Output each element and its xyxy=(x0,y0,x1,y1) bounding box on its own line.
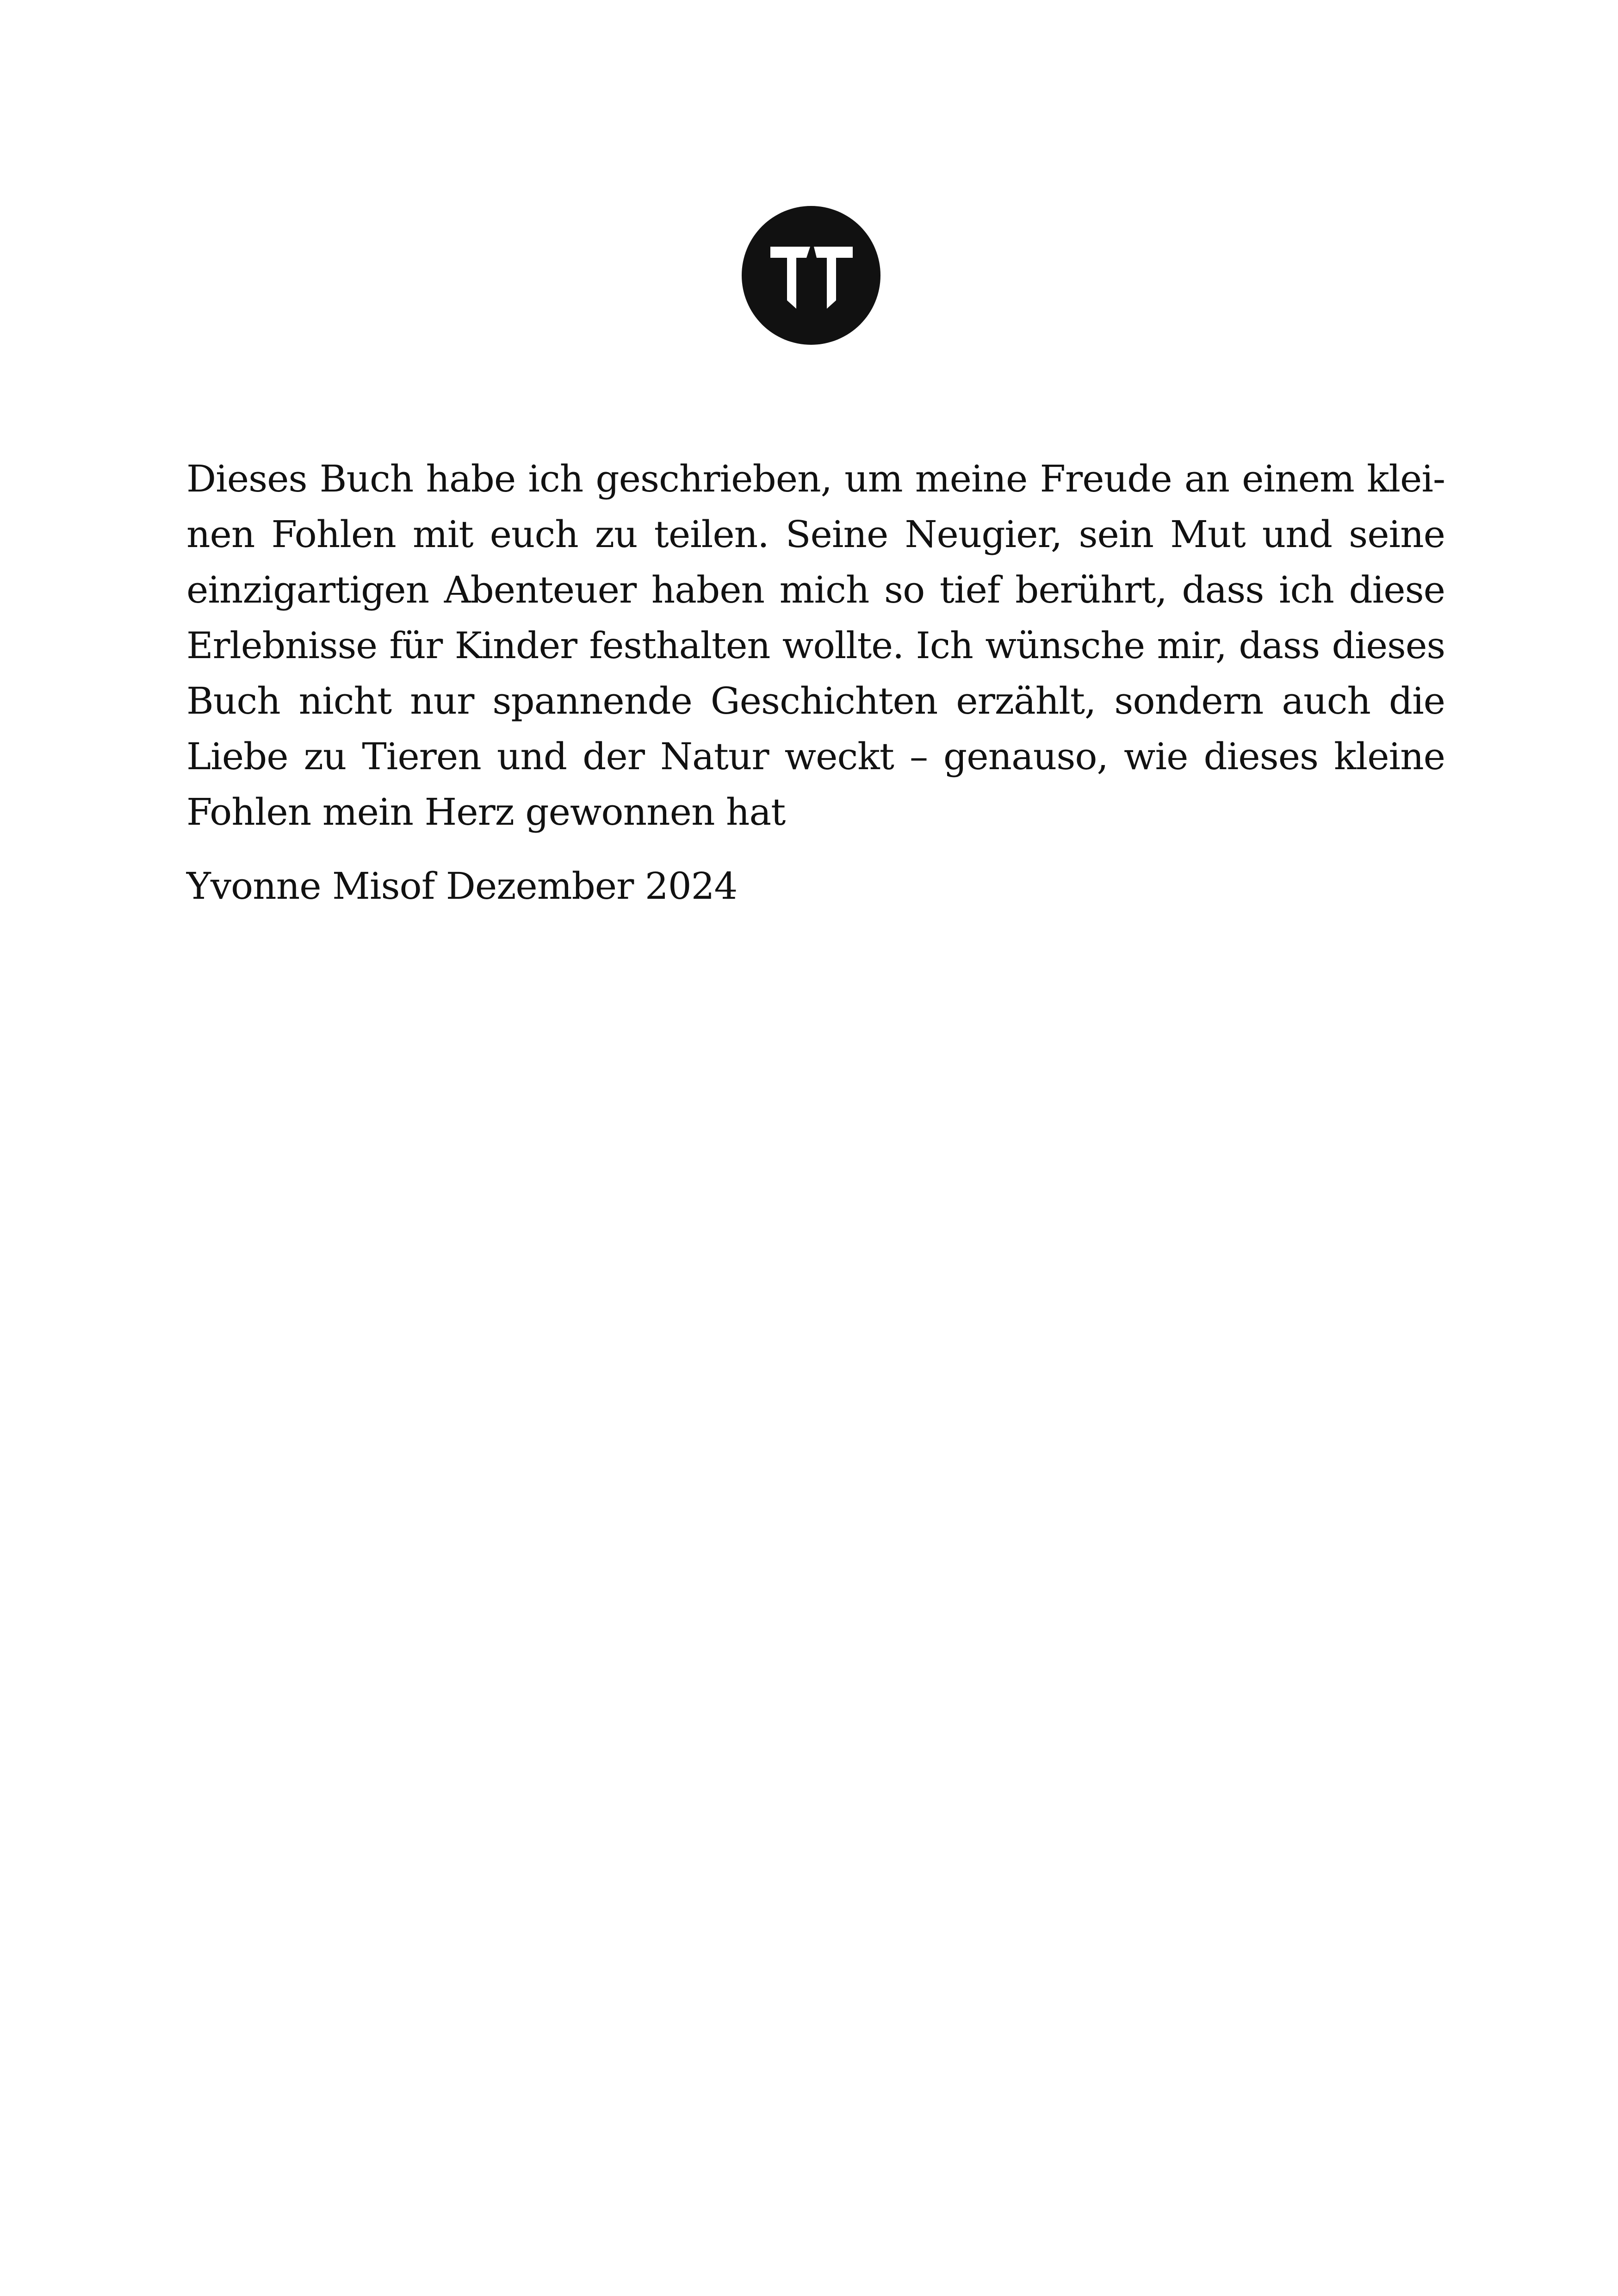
dedication-line-7: Fohlen mein Herz gewonnen hat xyxy=(186,790,786,834)
publisher-monogram-logo xyxy=(742,206,880,345)
dedication-text xyxy=(186,451,1445,914)
dedication-line-5: Buch nicht nur spannende Geschichten erzählt, sondern auch die xyxy=(186,679,1445,722)
dedication-line-4: Erlebnisse für Kinder festhalten wollte. Ich wünsche mir, dass dieses xyxy=(186,624,1445,667)
publisher-monogram-icon xyxy=(742,206,880,345)
dedication-line-1: Dieses Buch habe ich geschrieben, um meine Freude an einem klei- xyxy=(186,457,1445,500)
dedication-line-3: einzigartigen Abenteuer haben mich so tief berührt, dass ich diese xyxy=(186,568,1445,611)
dedication-line-6: Liebe zu Tieren und der Natur weckt – genauso, wie dieses kleine xyxy=(186,735,1445,778)
dedication-line-2: nen Fohlen mit euch zu teilen. Seine Neugier, sein Mut und seine xyxy=(186,513,1445,556)
author-signature: Yvonne Misof Dezember 2024 xyxy=(186,865,738,908)
